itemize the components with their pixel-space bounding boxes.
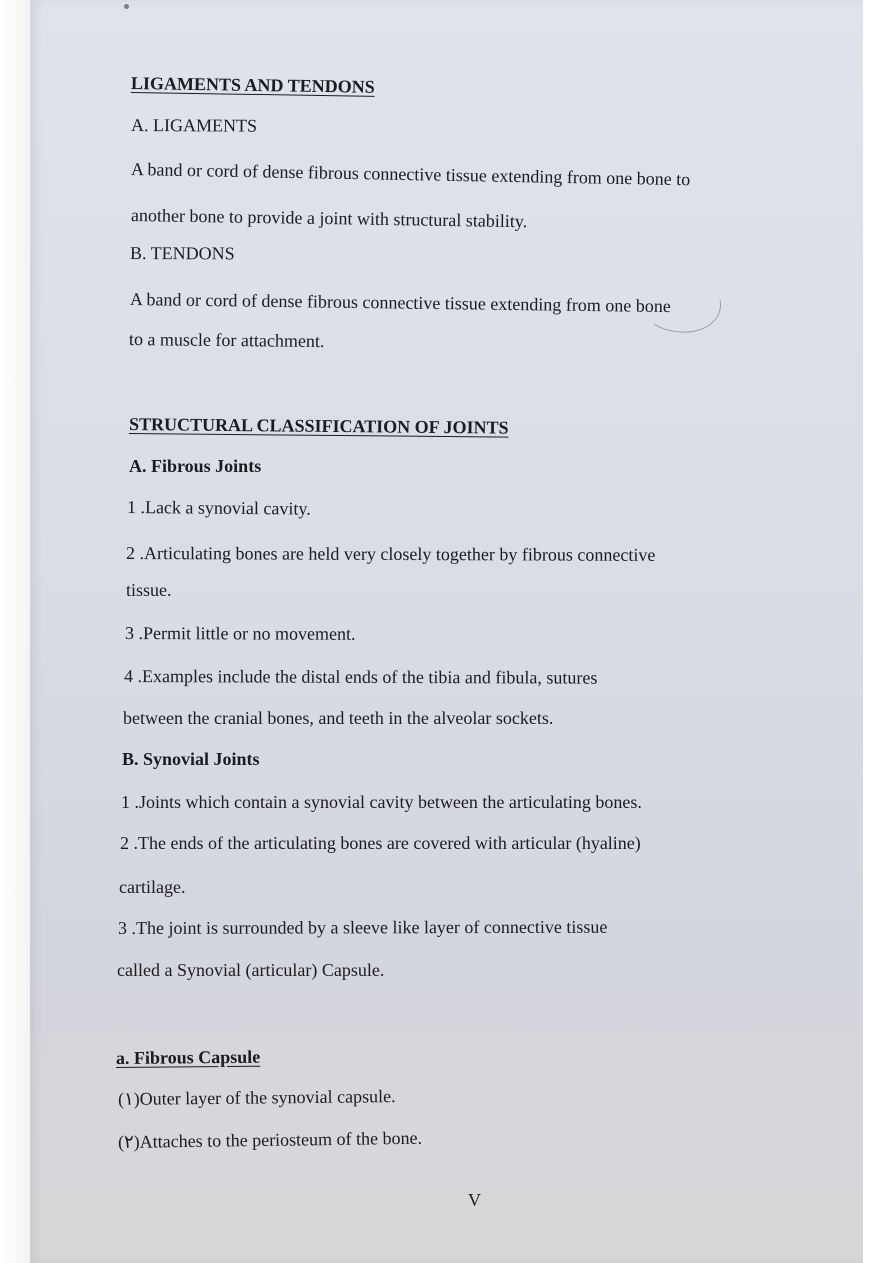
fibrous-item-1: 1 .Lack a synovial cavity.: [126, 497, 311, 519]
synovial-item-2-cont: cartilage.: [119, 877, 186, 897]
tendons-label: B. TENDONS: [129, 243, 235, 264]
ink-dot: [124, 4, 129, 9]
fibrous-item-3: 3 .Permit little or no movement.: [124, 623, 356, 644]
synovial-item-3-cont: called a Synovial (articular) Capsule.: [117, 960, 385, 980]
tendons-def-line-1: A band or cord of dense fibrous connective tissue extending from one bone: [129, 289, 671, 317]
synovial-item-1: 1 .Joints which contain a synovial cavity between the articulating bones.: [121, 792, 642, 812]
tendons-def-line-2: to a muscle for attachment.: [128, 329, 325, 352]
capsule-item-2: (٢)Attaches to the periosteum of the bone.: [117, 1127, 423, 1152]
synovial-joints-label: B. Synovial Joints: [122, 749, 260, 769]
fibrous-item-2-cont: tissue.: [126, 580, 172, 600]
ligaments-def-line-1: A band or cord of dense fibrous connective tissue extending from one bone to: [130, 159, 691, 190]
fibrous-item-2: 2 .Articulating bones are held very closely together by fibrous connective: [125, 543, 656, 565]
fibrous-item-4-cont: between the cranial bones, and teeth in the alveolar sockets.: [123, 708, 554, 728]
ligaments-label: A. LIGAMENTS: [130, 115, 258, 136]
fibrous-capsule-heading: a. Fibrous Capsule: [115, 1046, 261, 1068]
synovial-item-3: 3 .The joint is surrounded by a sleeve like layer of connective tissue: [117, 916, 608, 938]
synovial-item-2: 2 .The ends of the articulating bones are covered with articular (hyaline): [120, 833, 641, 853]
fibrous-item-4: 4 .Examples include the distal ends of the tibia and fibula, sutures: [123, 666, 598, 688]
capsule-item-1: (١)Outer layer of the synovial capsule.: [117, 1086, 396, 1109]
ligaments-def-line-2: another bone to provide a joint with structural stability.: [130, 205, 528, 232]
structural-classification-heading: STRUCTURAL CLASSIFICATION OF JOINTS: [128, 414, 509, 438]
page-number: V: [468, 1190, 481, 1210]
fibrous-joints-label: A. Fibrous Joints: [129, 456, 262, 476]
ligaments-tendons-heading: LIGAMENTS AND TENDONS: [130, 73, 375, 97]
